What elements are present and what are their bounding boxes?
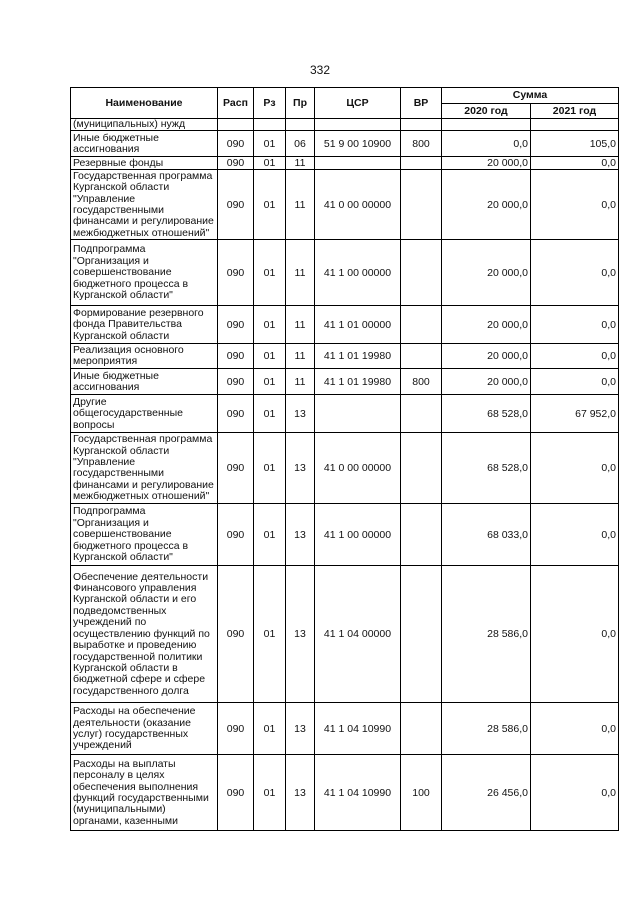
row-pr: 13: [286, 504, 315, 566]
row-csr: [315, 157, 401, 170]
row-amount-2021: 0,0: [531, 703, 619, 755]
row-pr: 13: [286, 755, 315, 831]
row-amount-2021: 0,0: [531, 240, 619, 306]
row-name: Государственная программа Курганской области "Управление государственными финансами и регулирование межбюджетных отношений": [71, 170, 218, 240]
row-vr: [401, 344, 442, 369]
row-csr: [315, 395, 401, 433]
row-rasp: 090: [218, 369, 254, 395]
table-row: [71, 504, 619, 566]
table-row: [71, 131, 619, 157]
row-amount-2020: 28 586,0: [442, 566, 531, 703]
row-rz: 01: [254, 566, 286, 703]
table-row: [71, 395, 619, 433]
row-rasp: 090: [218, 703, 254, 755]
row-csr: 41 1 04 10990: [315, 755, 401, 831]
row-csr: 41 1 01 00000: [315, 306, 401, 344]
header-year-2020: 2020 год: [442, 103, 531, 119]
row-vr: [401, 504, 442, 566]
row-rasp: 090: [218, 240, 254, 306]
row-name: Резервные фонды: [71, 157, 218, 170]
row-pr: 11: [286, 369, 315, 395]
row-amount-2020: 68 528,0: [442, 395, 531, 433]
table-row: [71, 566, 619, 703]
table-row: [71, 240, 619, 306]
row-pr: 13: [286, 703, 315, 755]
row-csr: 41 1 01 19980: [315, 369, 401, 395]
row-rasp: 090: [218, 344, 254, 369]
row-pr: 13: [286, 433, 315, 504]
row-amount-2021: 0,0: [531, 566, 619, 703]
row-vr: 800: [401, 369, 442, 395]
row-amount-2021: 105,0: [531, 131, 619, 157]
header-sum: Сумма: [442, 88, 619, 104]
row-amount-2020: 20 000,0: [442, 344, 531, 369]
row-rasp: 090: [218, 157, 254, 170]
row-name: Подпрограмма "Организация и совершенствование бюджетного процесса в Курганской области": [71, 240, 218, 306]
row-name: Иные бюджетные ассигнования: [71, 369, 218, 395]
row-vr: [401, 433, 442, 504]
row-vr: [401, 240, 442, 306]
row-rz: [254, 119, 286, 131]
row-rz: 01: [254, 306, 286, 344]
row-rasp: 090: [218, 131, 254, 157]
budget-table: [70, 87, 619, 831]
row-rasp: 090: [218, 306, 254, 344]
row-amount-2021: 0,0: [531, 170, 619, 240]
row-name: Расходы на выплаты персоналу в целях обеспечения выполнения функций государственными (муниципальными) органами, казенными: [71, 755, 218, 831]
row-pr: [286, 119, 315, 131]
table-row: [71, 306, 619, 344]
row-rz: 01: [254, 131, 286, 157]
row-amount-2021: 67 952,0: [531, 395, 619, 433]
row-csr: 41 0 00 00000: [315, 170, 401, 240]
row-vr: [401, 119, 442, 131]
row-amount-2021: 0,0: [531, 755, 619, 831]
row-vr: [401, 566, 442, 703]
row-rz: 01: [254, 504, 286, 566]
row-csr: 41 0 00 00000: [315, 433, 401, 504]
row-rz: 01: [254, 755, 286, 831]
row-pr: 11: [286, 157, 315, 170]
row-vr: 100: [401, 755, 442, 831]
row-csr: 41 1 01 19980: [315, 344, 401, 369]
row-name: Расходы на обеспечение деятельности (оказание услуг) государственных учреждений: [71, 703, 218, 755]
row-rz: 01: [254, 369, 286, 395]
row-pr: 11: [286, 240, 315, 306]
row-rasp: [218, 119, 254, 131]
row-amount-2020: 68 033,0: [442, 504, 531, 566]
row-rz: 01: [254, 157, 286, 170]
header-csr: ЦСР: [315, 88, 401, 119]
header-vr: ВР: [401, 88, 442, 119]
header-rasp: Расп: [218, 88, 254, 119]
row-vr: [401, 170, 442, 240]
row-csr: [315, 119, 401, 131]
row-name: Другие общегосударственные вопросы: [71, 395, 218, 433]
row-csr: 41 1 04 00000: [315, 566, 401, 703]
row-name: Реализация основного мероприятия: [71, 344, 218, 369]
table-row: [71, 344, 619, 369]
row-csr: 51 9 00 10900: [315, 131, 401, 157]
row-rz: 01: [254, 433, 286, 504]
row-amount-2021: 0,0: [531, 369, 619, 395]
row-rz: 01: [254, 344, 286, 369]
row-amount-2020: 26 456,0: [442, 755, 531, 831]
header-year-2021: 2021 год: [531, 103, 619, 119]
row-pr: 13: [286, 395, 315, 433]
row-name: Обеспечение деятельности Финансового управления Курганской области и его подведомственных учреждений по осуществлению функций по выработке и проведению государственной политики Курганской области в бюджетной сфере и сфере государственного долга: [71, 566, 218, 703]
row-name: (муниципальных) нужд: [71, 119, 218, 131]
row-pr: 13: [286, 566, 315, 703]
row-name: Подпрограмма "Организация и совершенствование бюджетного процесса в Курганской области": [71, 504, 218, 566]
row-name: Иные бюджетные ассигнования: [71, 131, 218, 157]
row-amount-2021: 0,0: [531, 433, 619, 504]
row-vr: [401, 395, 442, 433]
row-amount-2020: 20 000,0: [442, 157, 531, 170]
header-pr: Пр: [286, 88, 315, 119]
row-rz: 01: [254, 703, 286, 755]
table-row: [71, 755, 619, 831]
row-amount-2020: 0,0: [442, 131, 531, 157]
row-rasp: 090: [218, 433, 254, 504]
row-csr: 41 1 04 10990: [315, 703, 401, 755]
row-amount-2021: 0,0: [531, 157, 619, 170]
row-rasp: 090: [218, 395, 254, 433]
table-row: [71, 157, 619, 170]
row-amount-2020: 20 000,0: [442, 170, 531, 240]
row-vr: [401, 157, 442, 170]
row-pr: 11: [286, 344, 315, 369]
row-rasp: 090: [218, 755, 254, 831]
row-name: Формирование резервного фонда Правительства Курганской области: [71, 306, 218, 344]
row-csr: 41 1 00 00000: [315, 504, 401, 566]
row-amount-2020: [442, 119, 531, 131]
row-pr: 11: [286, 170, 315, 240]
table-row: [71, 433, 619, 504]
row-amount-2021: 0,0: [531, 344, 619, 369]
table-row: [71, 703, 619, 755]
row-amount-2020: 20 000,0: [442, 369, 531, 395]
header-name: Наименование: [71, 88, 218, 119]
row-pr: 11: [286, 306, 315, 344]
row-rz: 01: [254, 170, 286, 240]
row-csr: 41 1 00 00000: [315, 240, 401, 306]
row-amount-2020: 20 000,0: [442, 306, 531, 344]
row-rasp: 090: [218, 170, 254, 240]
row-pr: 06: [286, 131, 315, 157]
row-rasp: 090: [218, 566, 254, 703]
row-rz: 01: [254, 240, 286, 306]
row-name: Государственная программа Курганской области "Управление государственными финансами и регулирование межбюджетных отношений": [71, 433, 218, 504]
row-vr: 800: [401, 131, 442, 157]
row-vr: [401, 703, 442, 755]
row-amount-2020: 20 000,0: [442, 240, 531, 306]
table-row: [71, 119, 619, 131]
row-amount-2020: 28 586,0: [442, 703, 531, 755]
header-rz: Рз: [254, 88, 286, 119]
row-amount-2021: 0,0: [531, 306, 619, 344]
table-row: [71, 369, 619, 395]
table-row: [71, 170, 619, 240]
row-rasp: 090: [218, 504, 254, 566]
row-vr: [401, 306, 442, 344]
row-amount-2021: 0,0: [531, 504, 619, 566]
page-number: 332: [309, 63, 331, 77]
row-amount-2020: 68 528,0: [442, 433, 531, 504]
row-amount-2021: [531, 119, 619, 131]
row-rz: 01: [254, 395, 286, 433]
